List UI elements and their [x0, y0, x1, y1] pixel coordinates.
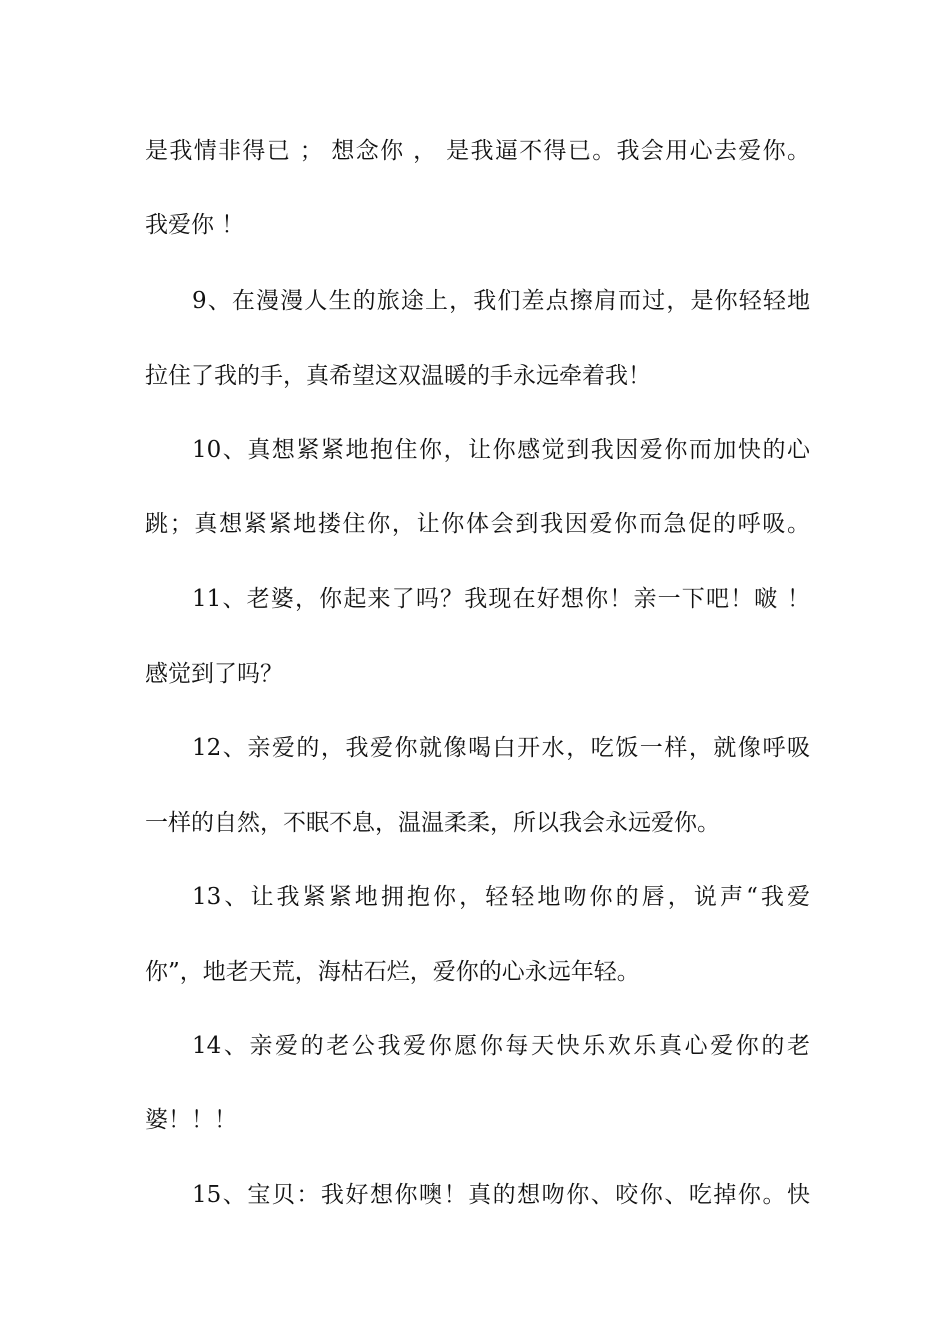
paragraph-14-line-1: 14、亲爱的老公我爱你愿你每天快乐欢乐真心爱你的老 [192, 1033, 810, 1059]
paragraph-10-line-1: 10、真想紧紧地抱住你，让你感觉到我因爱你而加快的心 [192, 437, 810, 463]
paragraph-10-line-2: 跳；真想紧紧地搂住你，让你体会到我因爱你而急促的呼吸。 [145, 511, 810, 537]
paragraph-15-line-1: 15、宝贝：我好想你噢！真的想吻你、咬你、吃掉你。快 [192, 1182, 810, 1208]
paragraph-9-line-2: 拉住了我的手，真希望这双温暖的手永远牵着我！ [145, 363, 651, 389]
paragraph-13-line-1: 13、让我紧紧地拥抱你，轻轻地吻你的唇，说声“我爱 [192, 884, 810, 910]
paragraph-11-line-1: 11、老婆，你起来了吗？我现在好想你！亲一下吧！啵 ！ [192, 586, 810, 612]
paragraph-12-line-1: 12、亲爱的，我爱你就像喝白开水，吃饭一样，就像呼吸 [192, 735, 810, 761]
paragraph-9-line-1: 9、在漫漫人生的旅途上，我们差点擦肩而过，是你轻轻地 [192, 288, 810, 314]
paragraph-14-line-2: 婆！！！ [145, 1107, 237, 1133]
text-line-2: 我爱你 ！ [145, 212, 245, 238]
paragraph-13-line-2: 你”，地老天荒，海枯石烂，爱你的心永远年轻。 [145, 959, 640, 985]
paragraph-12-line-2: 一样的自然，不眠不息，温温柔柔，所以我会永远爱你。 [145, 810, 720, 836]
paragraph-11-line-2: 感觉到了吗？ [145, 661, 283, 687]
text-line-1: 是我情非得已 ； 想念你 ， 是我逼不得已。我会用心去爱你。 [145, 138, 810, 164]
